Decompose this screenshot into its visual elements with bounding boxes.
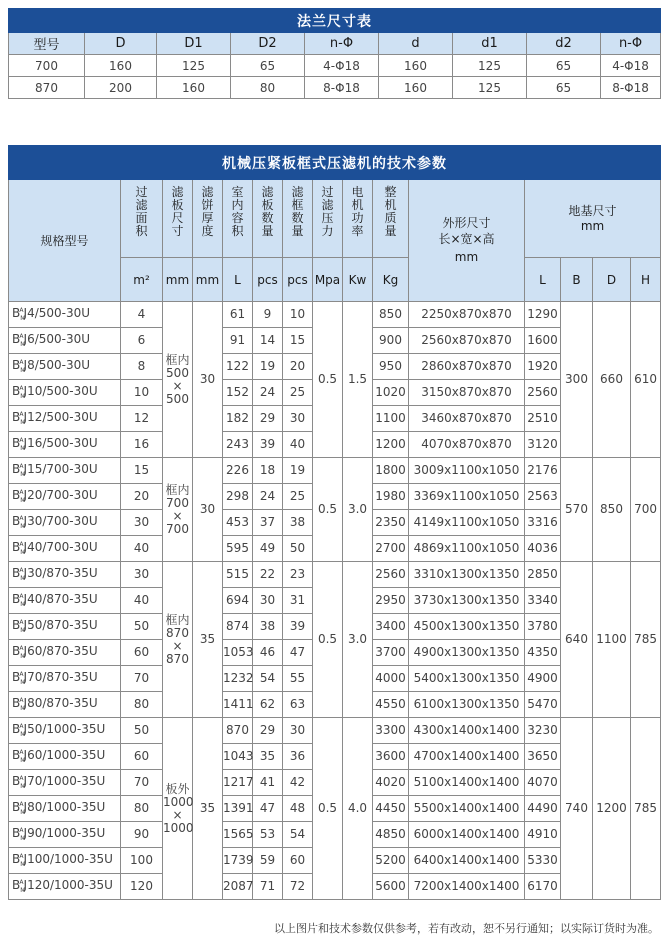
- volume-cell: 1232: [223, 666, 253, 692]
- power-cell: 4.0: [343, 718, 373, 900]
- flange-cell: 80: [231, 77, 305, 99]
- unit-plate-size: mm: [163, 258, 193, 302]
- flange-header-cell: d1: [453, 33, 527, 55]
- plate-size-cell: 框内 870 × 870: [163, 562, 193, 718]
- weight-cell: 1800: [373, 458, 409, 484]
- plates-cell: 41: [253, 770, 283, 796]
- cake-cell: 30: [193, 458, 223, 562]
- area-cell: 16: [121, 432, 163, 458]
- frames-cell: 55: [283, 666, 313, 692]
- dimensions-cell: 3009x1100x1050: [409, 458, 525, 484]
- model-cell: $B_M^AJ4/500-30U$: [9, 302, 121, 328]
- plates-cell: 22: [253, 562, 283, 588]
- dimensions-cell: 4149x1100x1050: [409, 510, 525, 536]
- weight-cell: 4550: [373, 692, 409, 718]
- volume-cell: 874: [223, 614, 253, 640]
- header-foundation: 地基尺寸 mm: [525, 180, 661, 258]
- volume-cell: 870: [223, 718, 253, 744]
- header-area: 过滤面积: [121, 180, 163, 258]
- unit-weight: Kg: [373, 258, 409, 302]
- weight-cell: 5600: [373, 874, 409, 900]
- volume-cell: 152: [223, 380, 253, 406]
- flange-cell: 65: [527, 55, 601, 77]
- area-cell: 4: [121, 302, 163, 328]
- volume-cell: 182: [223, 406, 253, 432]
- plates-cell: 38: [253, 614, 283, 640]
- weight-cell: 1020: [373, 380, 409, 406]
- volume-cell: 243: [223, 432, 253, 458]
- foundation-b-cell: 740: [561, 718, 593, 900]
- flange-cell: 125: [453, 77, 527, 99]
- model-cell: $B_M^AJ8/500-30U$: [9, 354, 121, 380]
- model-cell: $B_M^AJ20/700-30U$: [9, 484, 121, 510]
- area-cell: 10: [121, 380, 163, 406]
- plates-cell: 71: [253, 874, 283, 900]
- area-cell: 50: [121, 718, 163, 744]
- foundation-l-cell: 4036: [525, 536, 561, 562]
- foundation-l-cell: 2563: [525, 484, 561, 510]
- header-power: 电机功率: [343, 180, 373, 258]
- foundation-l-cell: 1290: [525, 302, 561, 328]
- frames-cell: 38: [283, 510, 313, 536]
- foundation-l-cell: 5330: [525, 848, 561, 874]
- flange-cell: 125: [157, 55, 231, 77]
- volume-cell: 1053: [223, 640, 253, 666]
- plates-cell: 14: [253, 328, 283, 354]
- model-cell: $B_M^AJ30/700-30U$: [9, 510, 121, 536]
- flange-cell: 700: [9, 55, 85, 77]
- dimensions-cell: 4070x870x870: [409, 432, 525, 458]
- foundation-h-cell: 700: [631, 458, 661, 562]
- volume-cell: 1739: [223, 848, 253, 874]
- frames-cell: 30: [283, 406, 313, 432]
- area-cell: 100: [121, 848, 163, 874]
- header-cake-thickness: 滤饼厚度: [193, 180, 223, 258]
- plates-cell: 30: [253, 588, 283, 614]
- power-cell: 3.0: [343, 562, 373, 718]
- frames-cell: 42: [283, 770, 313, 796]
- area-cell: 40: [121, 588, 163, 614]
- flange-cell: 65: [527, 77, 601, 99]
- area-cell: 90: [121, 822, 163, 848]
- area-cell: 12: [121, 406, 163, 432]
- plates-cell: 49: [253, 536, 283, 562]
- foundation-l-cell: 4490: [525, 796, 561, 822]
- flange-cell: 160: [157, 77, 231, 99]
- model-cell: $B_M^AJ40/700-30U$: [9, 536, 121, 562]
- area-cell: 40: [121, 536, 163, 562]
- foundation-b-cell: 640: [561, 562, 593, 718]
- area-cell: 6: [121, 328, 163, 354]
- weight-cell: 950: [373, 354, 409, 380]
- plates-cell: 24: [253, 380, 283, 406]
- cake-cell: 30: [193, 302, 223, 458]
- volume-cell: 2087: [223, 874, 253, 900]
- flange-cell: 65: [231, 55, 305, 77]
- frames-cell: 25: [283, 380, 313, 406]
- tech-params-table: [8, 145, 661, 900]
- flange-row: [9, 55, 661, 77]
- weight-cell: 2560: [373, 562, 409, 588]
- frames-cell: 39: [283, 614, 313, 640]
- plate-size-cell: 框内 700 × 700: [163, 458, 193, 562]
- flange-cell: 8-Φ18: [305, 77, 379, 99]
- pressure-cell: 0.5: [313, 302, 343, 458]
- foundation-l-cell: 3780: [525, 614, 561, 640]
- area-cell: 15: [121, 458, 163, 484]
- foundation-l-cell: 4900: [525, 666, 561, 692]
- foundation-col-d: D: [593, 258, 631, 302]
- dimensions-cell: 6400x1400x1400: [409, 848, 525, 874]
- flange-header-cell: d2: [527, 33, 601, 55]
- plate-size-cell: 板外 1000 × 1000: [163, 718, 193, 900]
- weight-cell: 1200: [373, 432, 409, 458]
- model-cell: $B_M^AJ30/870-35U$: [9, 562, 121, 588]
- area-cell: 8: [121, 354, 163, 380]
- area-cell: 120: [121, 874, 163, 900]
- volume-cell: 226: [223, 458, 253, 484]
- dimensions-cell: 5500x1400x1400: [409, 796, 525, 822]
- dimensions-cell: 6100x1300x1350: [409, 692, 525, 718]
- foundation-h-cell: 785: [631, 718, 661, 900]
- area-cell: 70: [121, 666, 163, 692]
- plates-cell: 24: [253, 484, 283, 510]
- foundation-l-cell: 2176: [525, 458, 561, 484]
- weight-cell: 5200: [373, 848, 409, 874]
- frames-cell: 47: [283, 640, 313, 666]
- volume-cell: 1217: [223, 770, 253, 796]
- foundation-l-cell: 4070: [525, 770, 561, 796]
- flange-header-cell: n-Φ: [601, 33, 661, 55]
- model-cell: $B_M^AJ90/1000-35U$: [9, 822, 121, 848]
- weight-cell: 4850: [373, 822, 409, 848]
- frames-cell: 31: [283, 588, 313, 614]
- flange-header-row: [9, 33, 661, 55]
- cake-cell: 35: [193, 718, 223, 900]
- frames-cell: 63: [283, 692, 313, 718]
- volume-cell: 298: [223, 484, 253, 510]
- foundation-d-cell: 1100: [593, 562, 631, 718]
- plates-cell: 59: [253, 848, 283, 874]
- weight-cell: 2350: [373, 510, 409, 536]
- flange-row: [9, 77, 661, 99]
- model-cell: $B_M^AJ70/870-35U$: [9, 666, 121, 692]
- foundation-b-cell: 570: [561, 458, 593, 562]
- volume-cell: 1411: [223, 692, 253, 718]
- foundation-l-cell: 3120: [525, 432, 561, 458]
- foundation-b-cell: 300: [561, 302, 593, 458]
- flange-header-cell: D: [85, 33, 157, 55]
- foundation-l-cell: 4350: [525, 640, 561, 666]
- model-cell: $B_M^AJ10/500-30U$: [9, 380, 121, 406]
- dimensions-cell: 4869x1100x1050: [409, 536, 525, 562]
- weight-cell: 3300: [373, 718, 409, 744]
- plates-cell: 18: [253, 458, 283, 484]
- plates-cell: 39: [253, 432, 283, 458]
- model-cell: $B_M^AJ6/500-30U$: [9, 328, 121, 354]
- foundation-l-cell: 6170: [525, 874, 561, 900]
- plates-cell: 47: [253, 796, 283, 822]
- flange-cell: 200: [85, 77, 157, 99]
- dimensions-cell: 4700x1400x1400: [409, 744, 525, 770]
- volume-cell: 515: [223, 562, 253, 588]
- volume-cell: 61: [223, 302, 253, 328]
- flange-cell: 160: [379, 55, 453, 77]
- plates-cell: 9: [253, 302, 283, 328]
- unit-frames: pcs: [283, 258, 313, 302]
- flange-cell: 125: [453, 55, 527, 77]
- volume-cell: 122: [223, 354, 253, 380]
- foundation-d-cell: 850: [593, 458, 631, 562]
- header-dimensions: 外形尺寸 长×宽×高 mm: [409, 180, 525, 302]
- foundation-l-cell: 3650: [525, 744, 561, 770]
- area-cell: 50: [121, 614, 163, 640]
- power-cell: 3.0: [343, 458, 373, 562]
- plate-size-cell: 框内 500 × 500: [163, 302, 193, 458]
- dimensions-cell: 7200x1400x1400: [409, 874, 525, 900]
- model-cell: $B_M^AJ50/870-35U$: [9, 614, 121, 640]
- dimensions-cell: 3310x1300x1350: [409, 562, 525, 588]
- volume-cell: 91: [223, 328, 253, 354]
- foundation-l-cell: 5470: [525, 692, 561, 718]
- model-cell: $B_M^AJ70/1000-35U$: [9, 770, 121, 796]
- foundation-h-cell: 785: [631, 562, 661, 718]
- header-volume: 室内容积: [223, 180, 253, 258]
- foundation-l-cell: 3340: [525, 588, 561, 614]
- plates-cell: 19: [253, 354, 283, 380]
- model-cell: $B_M^AJ16/500-30U$: [9, 432, 121, 458]
- foundation-h-cell: 610: [631, 302, 661, 458]
- model-cell: $B_M^AJ80/1000-35U$: [9, 796, 121, 822]
- dimensions-cell: 5100x1400x1400: [409, 770, 525, 796]
- area-cell: 60: [121, 744, 163, 770]
- frames-cell: 54: [283, 822, 313, 848]
- foundation-d-cell: 1200: [593, 718, 631, 900]
- flange-header-cell: D1: [157, 33, 231, 55]
- pressure-cell: 0.5: [313, 718, 343, 900]
- model-cell: $B_M^AJ15/700-30U$: [9, 458, 121, 484]
- dimensions-cell: 6000x1400x1400: [409, 822, 525, 848]
- volume-cell: 694: [223, 588, 253, 614]
- model-cell: $B_M^AJ60/1000-35U$: [9, 744, 121, 770]
- weight-cell: 850: [373, 302, 409, 328]
- cake-cell: 35: [193, 562, 223, 718]
- flange-header-cell: d: [379, 33, 453, 55]
- plates-cell: 62: [253, 692, 283, 718]
- frames-cell: 36: [283, 744, 313, 770]
- dimensions-cell: 4300x1400x1400: [409, 718, 525, 744]
- plates-cell: 35: [253, 744, 283, 770]
- weight-cell: 3700: [373, 640, 409, 666]
- flange-header-cell: 型号: [9, 33, 85, 55]
- area-cell: 60: [121, 640, 163, 666]
- flange-header-cell: D2: [231, 33, 305, 55]
- tech-table-title: 机械压紧板框式压滤机的技术参数: [9, 146, 661, 180]
- dimensions-cell: 5400x1300x1350: [409, 666, 525, 692]
- frames-cell: 23: [283, 562, 313, 588]
- pressure-cell: 0.5: [313, 458, 343, 562]
- flange-header-cell: n-Φ: [305, 33, 379, 55]
- unit-area: m²: [121, 258, 163, 302]
- volume-cell: 595: [223, 536, 253, 562]
- dimensions-cell: 2250x870x870: [409, 302, 525, 328]
- model-cell: $B_M^AJ100/1000-35U$: [9, 848, 121, 874]
- dimensions-cell: 2560x870x870: [409, 328, 525, 354]
- unit-cake: mm: [193, 258, 223, 302]
- header-frame-count: 滤框数量: [283, 180, 313, 258]
- weight-cell: 4000: [373, 666, 409, 692]
- volume-cell: 1391: [223, 796, 253, 822]
- volume-cell: 1565: [223, 822, 253, 848]
- plates-cell: 53: [253, 822, 283, 848]
- frames-cell: 15: [283, 328, 313, 354]
- area-cell: 30: [121, 510, 163, 536]
- flange-table: [8, 8, 661, 99]
- dimensions-cell: 3150x870x870: [409, 380, 525, 406]
- weight-cell: 2700: [373, 536, 409, 562]
- model-cell: $B_M^AJ60/870-35U$: [9, 640, 121, 666]
- weight-cell: 900: [373, 328, 409, 354]
- weight-cell: 3400: [373, 614, 409, 640]
- flange-cell: 870: [9, 77, 85, 99]
- unit-power: Kw: [343, 258, 373, 302]
- volume-cell: 453: [223, 510, 253, 536]
- weight-cell: 1100: [373, 406, 409, 432]
- frames-cell: 72: [283, 874, 313, 900]
- plates-cell: 29: [253, 718, 283, 744]
- weight-cell: 1980: [373, 484, 409, 510]
- footer-note: 以上图片和技术参数仅供参考，若有改动，恕不另行通知；以实际订货时为准。: [274, 922, 659, 935]
- foundation-l-cell: 2510: [525, 406, 561, 432]
- area-cell: 30: [121, 562, 163, 588]
- table-row: [9, 718, 661, 744]
- weight-cell: 4020: [373, 770, 409, 796]
- frames-cell: 20: [283, 354, 313, 380]
- area-cell: 20: [121, 484, 163, 510]
- model-cell: $B_M^AJ12/500-30U$: [9, 406, 121, 432]
- header-plate-count: 滤板数量: [253, 180, 283, 258]
- dimensions-cell: 4500x1300x1350: [409, 614, 525, 640]
- foundation-l-cell: 2850: [525, 562, 561, 588]
- foundation-l-cell: 1920: [525, 354, 561, 380]
- power-cell: 1.5: [343, 302, 373, 458]
- flange-cell: 4-Φ18: [305, 55, 379, 77]
- unit-volume: L: [223, 258, 253, 302]
- foundation-col-l: L: [525, 258, 561, 302]
- frames-cell: 60: [283, 848, 313, 874]
- header-plate-size: 滤板尺寸: [163, 180, 193, 258]
- model-cell: $B_M^AJ80/870-35U$: [9, 692, 121, 718]
- flange-table-title: 法兰尺寸表: [9, 9, 661, 33]
- tech-header-row: [9, 180, 661, 258]
- foundation-l-cell: 3230: [525, 718, 561, 744]
- plates-cell: 46: [253, 640, 283, 666]
- model-cell: $B_M^AJ50/1000-35U$: [9, 718, 121, 744]
- foundation-col-b: B: [561, 258, 593, 302]
- area-cell: 70: [121, 770, 163, 796]
- dimensions-cell: 3460x870x870: [409, 406, 525, 432]
- volume-cell: 1043: [223, 744, 253, 770]
- dimensions-cell: 3730x1300x1350: [409, 588, 525, 614]
- header-weight: 整机质量: [373, 180, 409, 258]
- unit-plates: pcs: [253, 258, 283, 302]
- foundation-l-cell: 1600: [525, 328, 561, 354]
- table-row: [9, 458, 661, 484]
- weight-cell: 3600: [373, 744, 409, 770]
- plates-cell: 54: [253, 666, 283, 692]
- pressure-cell: 0.5: [313, 562, 343, 718]
- frames-cell: 25: [283, 484, 313, 510]
- model-cell: $B_M^AJ40/870-35U$: [9, 588, 121, 614]
- foundation-l-cell: 3316: [525, 510, 561, 536]
- header-model: 规格型号: [9, 180, 121, 302]
- model-cell: $B_M^AJ120/1000-35U$: [9, 874, 121, 900]
- frames-cell: 40: [283, 432, 313, 458]
- table-row: [9, 562, 661, 588]
- foundation-l-cell: 4910: [525, 822, 561, 848]
- frames-cell: 30: [283, 718, 313, 744]
- foundation-d-cell: 660: [593, 302, 631, 458]
- flange-cell: 160: [85, 55, 157, 77]
- area-cell: 80: [121, 796, 163, 822]
- weight-cell: 4450: [373, 796, 409, 822]
- flange-cell: 8-Φ18: [601, 77, 661, 99]
- foundation-col-h: H: [631, 258, 661, 302]
- frames-cell: 50: [283, 536, 313, 562]
- flange-cell: 160: [379, 77, 453, 99]
- frames-cell: 48: [283, 796, 313, 822]
- dimensions-cell: 2860x870x870: [409, 354, 525, 380]
- unit-pressure: Mpa: [313, 258, 343, 302]
- area-cell: 80: [121, 692, 163, 718]
- plates-cell: 37: [253, 510, 283, 536]
- foundation-l-cell: 2560: [525, 380, 561, 406]
- dimensions-cell: 4900x1300x1350: [409, 640, 525, 666]
- frames-cell: 10: [283, 302, 313, 328]
- plates-cell: 29: [253, 406, 283, 432]
- dimensions-cell: 3369x1100x1050: [409, 484, 525, 510]
- weight-cell: 2950: [373, 588, 409, 614]
- frames-cell: 19: [283, 458, 313, 484]
- table-row: [9, 302, 661, 328]
- flange-cell: 4-Φ18: [601, 55, 661, 77]
- header-pressure: 过滤压力: [313, 180, 343, 258]
